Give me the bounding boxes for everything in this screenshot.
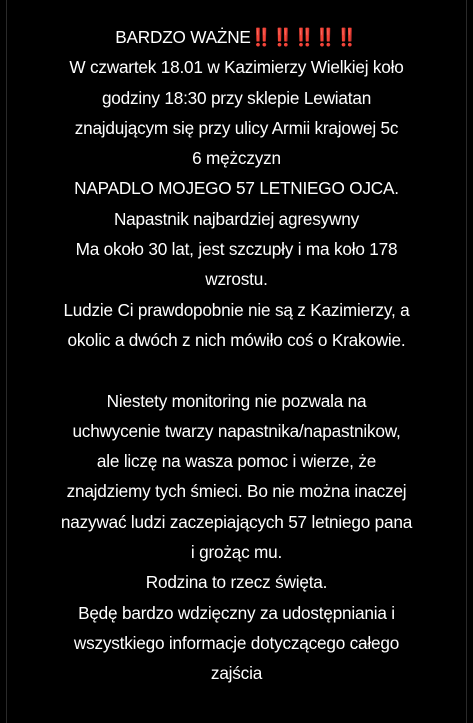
text-line: Ludzie Ci prawdopobnie nie są z Kazimierzy, a: [63, 299, 410, 320]
text-line: nazywać ludzi zaczepiających 57 letniego pana: [60, 511, 413, 532]
text-line: godziny 18:30 przy sklepie Lewiatan: [101, 87, 372, 108]
double-exclamation-icon: ‼️‼️‼️‼️‼️: [250, 27, 358, 47]
text-line: NAPADLO MOJEGO 57 LETNIEGO OJCA.: [74, 178, 399, 199]
text-line: 6 mężczyzn: [192, 148, 281, 169]
story-text-block: [14, 22, 459, 689]
headline: [14, 22, 459, 52]
text-line: Rodzina to rzecz święta.: [145, 572, 328, 593]
headline-text: BARDZO WAŻNE: [115, 27, 251, 47]
text-line: Będę bardzo wdzięczny za udostępniania i: [78, 602, 395, 623]
text-line: Niestety monitoring nie pozwala na: [106, 390, 367, 411]
text-line: i grożąc mu.: [190, 542, 283, 563]
text-line: wzrostu.: [205, 269, 268, 290]
text-line: ale liczę na wasza pomoc i wierze, że: [96, 451, 377, 472]
text-line: wszystkiego informacje dotyczącego całego: [73, 632, 400, 653]
text-line: uchwycenie twarzy napastnika/napastnikow,: [72, 420, 401, 441]
text-line: zajścia: [210, 663, 263, 684]
paragraph-gap: [14, 355, 459, 385]
text-line: okolic a dwóch z nich mówiło coś o Krakowie.: [67, 329, 406, 350]
text-line: Napastnik najbardziej agresywny: [113, 208, 360, 229]
text-line: znajdującym się przy ulicy Armii krajowej 5c: [74, 117, 399, 138]
right-edge-divider: [466, 0, 467, 723]
text-line: znajdziemy tych śmieci. Bo nie można inaczej: [66, 481, 407, 502]
text-line: W czwartek 18.01 w Kazimierzy Wielkiej koło: [69, 57, 404, 78]
left-edge-divider: [6, 0, 7, 723]
text-line: Ma około 30 lat, jest szczupły i ma koło 178: [75, 239, 398, 260]
